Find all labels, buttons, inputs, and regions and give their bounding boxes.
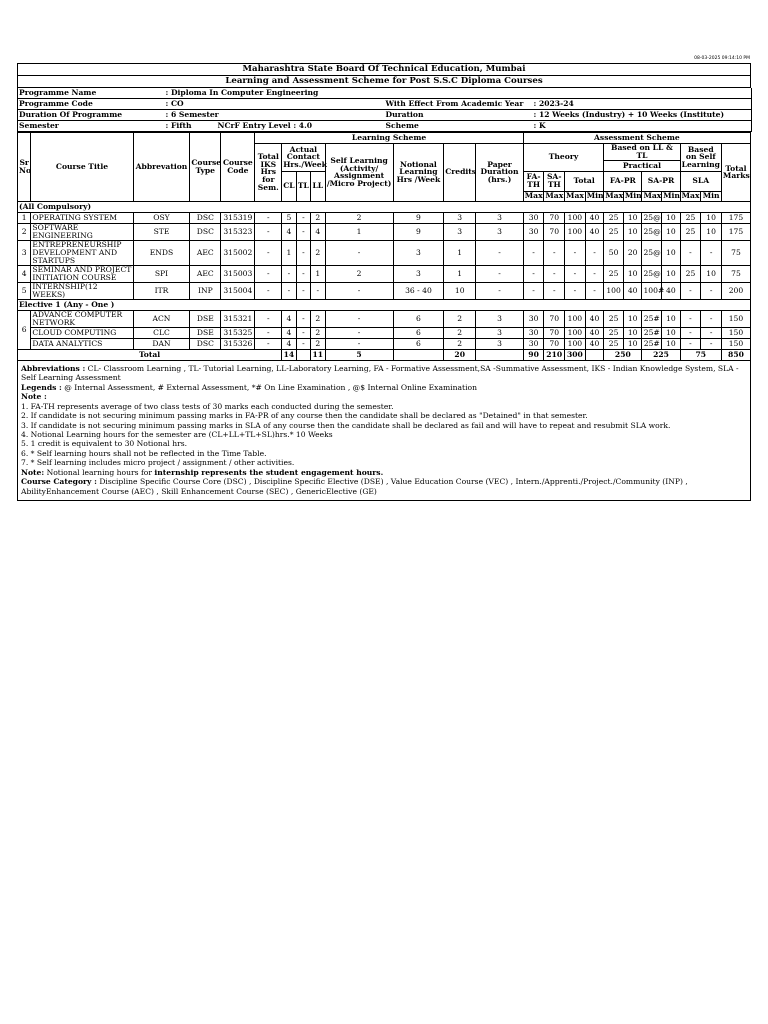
col-fa-th: FA-TH <box>523 171 544 191</box>
row-tmin: 40 <box>585 338 604 349</box>
totals-row <box>18 349 751 360</box>
total-nl <box>393 349 444 360</box>
col-cl: CL <box>282 171 296 201</box>
table-row <box>18 223 751 240</box>
row-tmax: 100 <box>565 327 586 338</box>
row-fath: - <box>523 240 544 265</box>
row-title: INTERNSHIP(12 WEEKS) <box>31 282 133 299</box>
row-slamax: - <box>680 240 701 265</box>
row-faprmax: 25 <box>604 223 624 240</box>
row-iks: - <box>255 212 282 223</box>
row-sl: - <box>325 240 393 265</box>
row-iks: - <box>255 240 282 265</box>
duration-label: Duration <box>385 110 424 120</box>
note-item: 3. If candidate is not securing minimum passing marks in SLA of any course then the candidate shall be declared as fail and will have to repeat and resubmit SLA work. <box>21 420 671 430</box>
row-sath: - <box>544 282 565 299</box>
row-iks: - <box>255 338 282 349</box>
row-title: ADVANCE COMPUTER NETWORK <box>31 310 133 327</box>
row-iks: - <box>255 310 282 327</box>
row-abbr: ITR <box>133 282 190 299</box>
duration-programme-value: : 6 Semester <box>165 110 219 120</box>
table-row <box>18 282 751 299</box>
row-saprmax: 25@ <box>642 265 662 282</box>
col-max: Max <box>545 191 564 201</box>
col-paper-duration: Paper Duration (hrs.) <box>476 144 524 202</box>
row-pd: - <box>476 282 524 299</box>
row-cr: 3 <box>444 212 476 223</box>
row-faprmin: 10 <box>623 338 642 349</box>
row-faprmin: 10 <box>623 310 642 327</box>
row-tmax: - <box>565 265 586 282</box>
col-max: Max <box>605 191 624 201</box>
row-sl: - <box>325 327 393 338</box>
row-tmax: 100 <box>565 223 586 240</box>
row-tmin: 40 <box>585 327 604 338</box>
row-title: SEMINAR AND PROJECT INITIATION COURSE <box>32 264 132 282</box>
col-actual-contact: Actual Contact Hrs./Week <box>283 144 327 170</box>
row-sl: - <box>325 338 393 349</box>
row-nl: 6 <box>393 327 444 338</box>
row-tl: - <box>296 212 310 223</box>
legends: Legends : @ Internal Assessment, # External Assessment, *# On Line Examination , @$ Internal Online Examination <box>21 382 477 392</box>
col-max: Max <box>643 191 662 201</box>
programme-name-label: Programme Name <box>19 88 97 98</box>
col-ll: LL <box>311 171 325 201</box>
row-fath: - <box>523 282 544 299</box>
col-sla: SLA <box>680 171 721 191</box>
row-type: INP <box>190 282 221 299</box>
row-total: 200 <box>721 282 750 299</box>
row-slamin: 10 <box>701 265 722 282</box>
table-row <box>18 310 751 327</box>
col-tl: TL <box>296 171 310 201</box>
col-iks: Total IKS Hrs for Sem. <box>255 144 282 202</box>
row-nl: 9 <box>393 212 444 223</box>
row-ll: 2 <box>311 240 325 265</box>
row-fath: 30 <box>523 338 544 349</box>
total-marks: 850 <box>721 349 750 360</box>
row-type: DSC <box>190 223 221 240</box>
row-ll: 4 <box>311 223 325 240</box>
row-tmin: 40 <box>585 310 604 327</box>
row-tl: - <box>296 240 310 265</box>
col-based-self: Based on Self Learning <box>681 144 720 170</box>
row-iks: - <box>255 282 282 299</box>
row-type: AEC <box>190 240 221 265</box>
ncrf-level: NCrF Entry Level : 4.0 <box>217 121 312 131</box>
row-title: DATA ANALYTICS <box>31 338 133 349</box>
col-abbr: Abbrevation <box>133 133 190 202</box>
total-sa-th: 210 <box>544 349 565 360</box>
row-tmin: 40 <box>585 212 604 223</box>
row-faprmin: 10 <box>623 212 642 223</box>
col-sa-pr: SA-PR <box>642 171 680 191</box>
section-compulsory: (All Compulsory) <box>18 201 751 212</box>
row-title: ENTREPRENEURSHIP DEVELOPMENT AND STARTUPS <box>31 240 133 265</box>
row-tmax: 100 <box>565 338 586 349</box>
row-sl: 2 <box>325 265 393 282</box>
row-code: 315002 <box>221 240 255 265</box>
internship-note: Note: Notional learning hours for internship represents the student engagement hours. <box>21 467 384 477</box>
row-ll: 2 <box>311 310 325 327</box>
total-ll: 11 <box>312 349 324 359</box>
semester-value: : Fifth <box>165 121 192 131</box>
row-pd: 3 <box>476 223 524 240</box>
total-sla: 75 <box>680 349 721 360</box>
note-item: 6. * Self learning hours shall not be reflected in the Time Table. <box>21 448 267 458</box>
row-cl: 1 <box>282 240 296 265</box>
row-sath: - <box>544 265 565 282</box>
note-heading: Note : <box>21 392 47 402</box>
row-faprmax: 50 <box>604 240 624 265</box>
row-faprmin: 10 <box>623 327 642 338</box>
table-row <box>18 240 751 265</box>
row-saprmin: 40 <box>662 282 681 299</box>
row-code: 315321 <box>221 310 255 327</box>
row-cr: 3 <box>444 223 476 240</box>
row-tmax: 100 <box>565 212 586 223</box>
row-sath: 70 <box>544 338 565 349</box>
row-slamin: 10 <box>701 223 722 240</box>
col-title: Course Title <box>31 133 133 202</box>
note-item: 4. Notional Learning hours for the semester are (CL+LL+TL+SL)hrs.* 10 Weeks <box>21 429 333 439</box>
row-cl: 4 <box>282 338 296 349</box>
col-max: Max <box>681 191 700 201</box>
row-tl: - <box>296 338 310 349</box>
row-tl: - <box>296 223 310 240</box>
row-total: 150 <box>721 338 750 349</box>
row-faprmax: 25 <box>604 338 624 349</box>
row-abbr: CLC <box>133 327 190 338</box>
row-saprmin: 10 <box>662 240 681 265</box>
row-code: 315319 <box>221 212 255 223</box>
col-fa-pr: FA-PR <box>604 171 642 191</box>
row-tmax: - <box>565 282 586 299</box>
abbreviations: Abbreviations : CL- Classroom Learning , TL- Tutorial Learning, LL-Laboratory Learning, FA - Formative Assessment,SA -Summative Assessment, IKS - Indian Knowledge System, SLA - Self Learning Assessment <box>21 363 739 383</box>
row-nl: 3 <box>393 265 444 282</box>
total-fa-pr: 250 <box>604 349 642 360</box>
row-fath: 30 <box>523 223 544 240</box>
table-row <box>18 212 751 223</box>
row-total: 75 <box>721 265 750 282</box>
row-faprmax: 100 <box>604 282 624 299</box>
row-abbr: ENDS <box>133 240 190 265</box>
row-code: 315326 <box>221 338 255 349</box>
row-code: 315323 <box>221 223 255 240</box>
col-self-learning: Self Learning (Activity/ Assignment /Micro Project) <box>325 144 393 202</box>
row-total: 150 <box>721 327 750 338</box>
row-saprmin: 10 <box>662 265 681 282</box>
note-item: 2. If candidate is not securing minimum passing marks in FA-PR of any course then the candidate shall be declared as "Detained" in that semester. <box>21 411 588 421</box>
row-code: 315325 <box>221 327 255 338</box>
row-total: 175 <box>721 212 750 223</box>
row-iks: - <box>255 265 282 282</box>
row-tl: - <box>296 327 310 338</box>
row-total: 150 <box>721 310 750 327</box>
row-sath: 70 <box>544 310 565 327</box>
row-slamin: - <box>701 310 722 327</box>
row-tmin: - <box>585 282 604 299</box>
row-faprmin: 10 <box>623 265 642 282</box>
board-title: Maharashtra State Board Of Technical Education, Mumbai <box>18 64 751 76</box>
row-slamax: - <box>680 338 701 349</box>
row-fath: 30 <box>523 212 544 223</box>
row-fath: - <box>523 265 544 282</box>
table-row <box>18 338 751 349</box>
col-code: Course Code <box>221 133 255 202</box>
row-iks: - <box>255 223 282 240</box>
row-tl: - <box>296 282 310 299</box>
row-faprmin: 20 <box>623 240 642 265</box>
effect-value: : 2023-24 <box>533 99 574 109</box>
duration-value: : 12 Weeks (Industry) + 10 Weeks (Institute) <box>533 110 725 120</box>
row-cr: 2 <box>444 338 476 349</box>
row-faprmax: 25 <box>604 265 624 282</box>
row-ll: 2 <box>311 338 325 349</box>
row-total: 75 <box>721 240 750 265</box>
course-category: Course Category : Discipline Specific Course Core (DSC) , Discipline Specific Elective (DSE) , Value Education Course (VEC) , Intern./Apprenti./Project./Community (INP) , AbilityEnhancement Course (AEC) , Skill Enhancement Course (SEC) , GenericElective (GE) <box>21 477 688 496</box>
row-tmax: 100 <box>565 310 586 327</box>
row-saprmin: 10 <box>662 212 681 223</box>
row-sath: 70 <box>544 327 565 338</box>
total-sa-pr: 225 <box>642 349 680 360</box>
row-slamin: - <box>701 327 722 338</box>
row-fath: 30 <box>523 327 544 338</box>
row-cr: 10 <box>444 282 476 299</box>
row-title: SOFTWARE ENGINEERING <box>31 223 133 240</box>
row-sl: - <box>325 282 393 299</box>
col-max: Max <box>566 191 584 201</box>
row-tl: - <box>296 265 310 282</box>
total-fa-th: 90 <box>523 349 544 360</box>
scheme-value: : K <box>533 121 546 131</box>
row-saprmax: 25# <box>643 338 660 348</box>
row-abbr: SPI <box>133 265 190 282</box>
row-ll: - <box>311 282 325 299</box>
row-tmin: 40 <box>585 223 604 240</box>
col-type: Course Type <box>190 133 221 202</box>
col-sr: Sr No <box>18 133 31 202</box>
total-theory: 300 <box>565 349 586 360</box>
row-cr: 2 <box>444 327 476 338</box>
programme-code-value: : CO <box>165 99 184 109</box>
row-sr: 2 <box>18 223 31 240</box>
row-type: DSE <box>190 327 221 338</box>
row-faprmax: 25 <box>604 327 624 338</box>
timestamp: 08-03-2025 09:14:10 PM <box>694 56 750 61</box>
header-table <box>17 63 751 88</box>
col-practical: Practical <box>604 160 680 171</box>
row-faprmin: 10 <box>623 223 642 240</box>
row-nl: 3 <box>393 240 444 265</box>
row-slamax: - <box>680 310 701 327</box>
row-sl: 1 <box>325 223 393 240</box>
col-based-ll-tl: Based on LL & TL <box>604 144 680 161</box>
row-saprmax: 25# <box>643 327 660 337</box>
row-sath: 70 <box>544 212 565 223</box>
row-faprmin: 40 <box>623 282 642 299</box>
row-pd: 3 <box>476 327 524 338</box>
total-pd <box>476 349 524 360</box>
row-abbr: STE <box>133 223 190 240</box>
row-slamin: - <box>701 282 722 299</box>
row-title: CLOUD COMPUTING <box>31 327 133 338</box>
row-pd: - <box>476 265 524 282</box>
col-sa-th: SA-TH <box>544 171 565 191</box>
total-theory-min <box>585 349 604 360</box>
row-abbr: OSY <box>133 212 190 223</box>
scheme-label: Scheme <box>385 121 419 131</box>
col-min: Min <box>586 191 604 201</box>
duration-programme-label: Duration Of Programme <box>19 110 123 120</box>
row-sr: 4 <box>18 265 31 282</box>
table-row <box>18 265 751 282</box>
row-sr: 1 <box>18 212 31 223</box>
row-tmin: - <box>585 240 604 265</box>
row-sath: - <box>544 240 565 265</box>
row-type: DSC <box>190 338 221 349</box>
scheme-table <box>17 132 751 361</box>
row-ll: 2 <box>311 327 325 338</box>
row-nl: 36 - 40 <box>393 282 444 299</box>
col-learning-scheme: Learning Scheme <box>255 133 523 144</box>
row-abbr: ACN <box>133 310 190 327</box>
row-slamax: 25 <box>680 212 701 223</box>
semester-label: Semester <box>19 121 59 131</box>
row-slamax: 25 <box>680 265 701 282</box>
row-pd: 3 <box>476 212 524 223</box>
col-assessment-scheme: Assessment Scheme <box>523 133 750 144</box>
total-cl: 14 <box>283 349 295 359</box>
row-saprmax: 25@ <box>643 212 661 222</box>
row-cr: 1 <box>444 240 476 265</box>
programme-code-label: Programme Code <box>19 99 93 109</box>
row-sl: 2 <box>325 212 393 223</box>
programme-name-value: : Diploma In Computer Engineering <box>165 88 319 98</box>
row-cl: 4 <box>282 327 296 338</box>
row-saprmax: 100# <box>642 282 662 299</box>
row-type: AEC <box>190 265 221 282</box>
row-slamax: - <box>680 327 701 338</box>
row-code: 315003 <box>221 265 255 282</box>
note-item: 7. * Self learning includes micro project / assignment / other activities. <box>21 458 295 468</box>
row-nl: 6 <box>393 338 444 349</box>
note-item: 1. FA-TH represents average of two class tests of 30 marks each conducted during the semester. <box>21 401 394 411</box>
row-fath: 30 <box>523 310 544 327</box>
row-type: DSC <box>190 212 221 223</box>
col-credits: Credits <box>444 144 476 202</box>
row-total: 175 <box>721 223 750 240</box>
programme-info <box>17 88 752 132</box>
row-saprmax: 25# <box>642 310 662 327</box>
row-cr: 2 <box>444 310 476 327</box>
table-row <box>18 327 751 338</box>
row-slamin: 10 <box>701 212 722 223</box>
col-min: Min <box>702 191 720 201</box>
section-elective: Elective 1 (Any - One ) <box>18 299 751 310</box>
row-saprmin: 10 <box>662 223 681 240</box>
row-saprmax: 25@ <box>642 240 662 265</box>
row-sl: - <box>325 310 393 327</box>
row-pd: - <box>476 240 524 265</box>
effect-label: With Effect From Academic Year <box>385 99 524 109</box>
total-sl: 5 <box>325 349 393 360</box>
row-nl: 6 <box>393 310 444 327</box>
row-slamax: - <box>680 282 701 299</box>
col-min: Min <box>624 191 642 201</box>
row-cr: 1 <box>444 265 476 282</box>
col-theory: Theory <box>523 144 604 172</box>
col-theory-total: Total <box>565 171 604 191</box>
row-sath: 70 <box>544 223 565 240</box>
total-tl <box>296 349 310 360</box>
row-faprmax: 25 <box>604 212 624 223</box>
row-iks: - <box>255 327 282 338</box>
note-item: 5. 1 credit is equivalent to 30 Notional hrs. <box>21 439 188 449</box>
semester-ncrf <box>165 121 385 132</box>
row-cl: 5 <box>282 212 296 223</box>
row-pd: 3 <box>476 338 524 349</box>
row-saprmax: 25@ <box>642 223 662 240</box>
col-max: Max <box>524 191 543 201</box>
row-sr: 3 <box>18 240 31 265</box>
row-slamin: - <box>701 338 722 349</box>
row-abbr: DAN <box>133 338 190 349</box>
row-saprmin: 10 <box>662 327 681 338</box>
row-type: DSE <box>190 310 221 327</box>
row-title: OPERATING SYSTEM <box>31 212 133 223</box>
row-tmax: - <box>565 240 586 265</box>
row-cl: - <box>282 282 296 299</box>
row-nl: 9 <box>393 223 444 240</box>
row-ll: 2 <box>311 212 325 223</box>
row-saprmin: 10 <box>662 338 681 349</box>
row-cl: 4 <box>282 310 296 327</box>
row-saprmin: 10 <box>662 310 681 327</box>
row-slamax: 25 <box>680 223 701 240</box>
col-notional: Notional Learning Hrs /Week <box>393 144 444 202</box>
row-slamin: - <box>701 240 722 265</box>
row-cl: 4 <box>282 223 296 240</box>
total-credits: 20 <box>444 349 476 360</box>
col-total-marks: Total Marks <box>721 144 750 202</box>
row-tmin: - <box>585 265 604 282</box>
row-faprmax: 25 <box>604 310 624 327</box>
row-code: 315004 <box>221 282 255 299</box>
total-label: Total <box>18 349 282 360</box>
scheme-sheet <box>17 63 751 501</box>
row-pd: 3 <box>476 310 524 327</box>
row-sr: 6 <box>18 310 31 349</box>
row-tl: - <box>296 310 310 327</box>
row-sr: 5 <box>18 282 31 299</box>
col-min: Min <box>663 191 680 201</box>
row-cl: - <box>282 265 296 282</box>
scheme-title: Learning and Assessment Scheme for Post S.S.C Diploma Courses <box>18 76 751 88</box>
notes-block <box>17 361 751 502</box>
row-ll: 1 <box>311 265 325 282</box>
